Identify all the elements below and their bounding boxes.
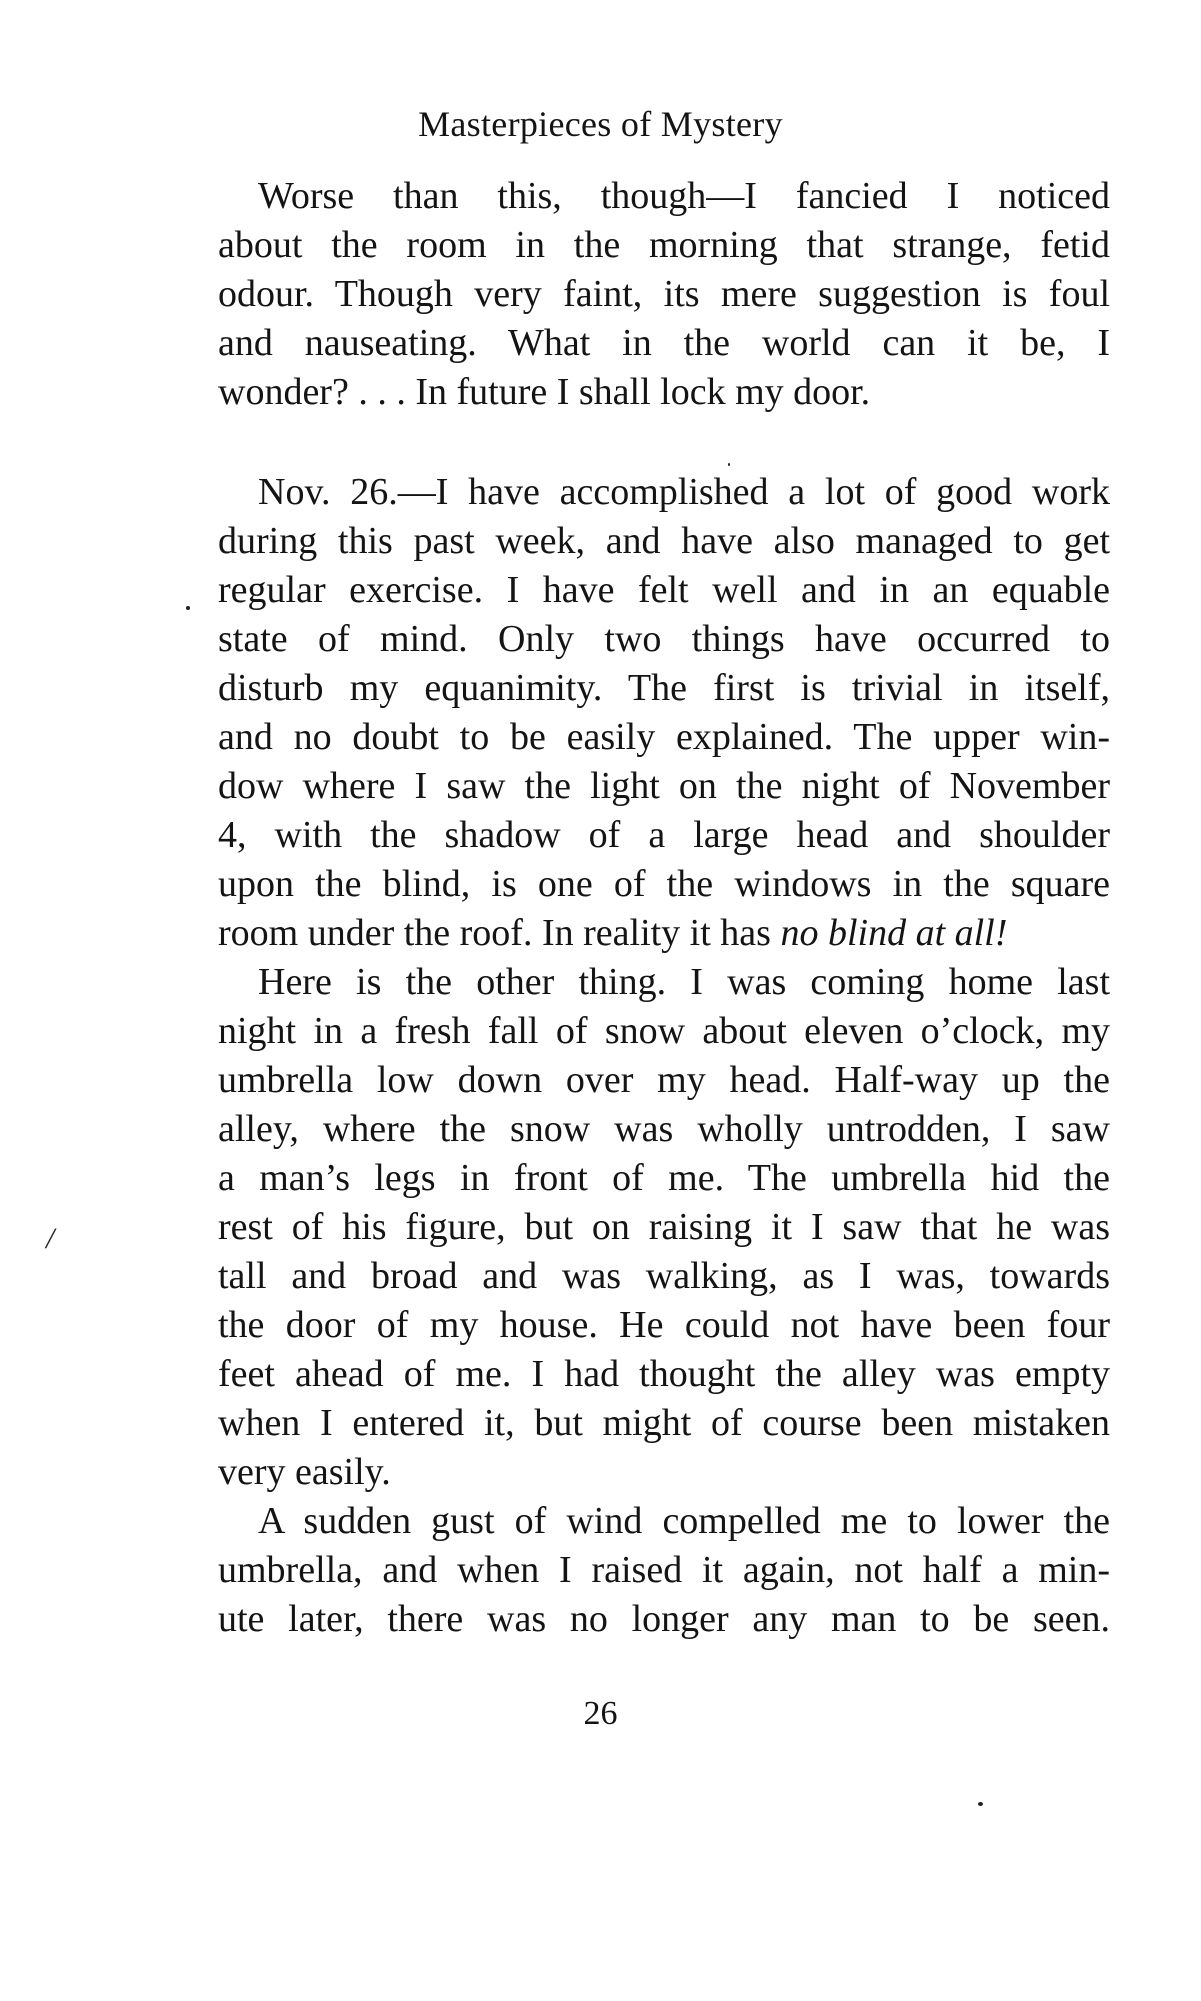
text-line: regular exercise. I have felt well and in an equable — [218, 569, 1110, 611]
text-line: disturb my equanimity. The first is trivial in itself, — [218, 667, 1110, 709]
text-line: dow where I saw the light on the night of November — [218, 765, 1110, 807]
text-line: about the room in the morning that strange, fetid — [218, 224, 1110, 266]
text-line: umbrella, and when I raised it again, not half a min- — [218, 1549, 1110, 1591]
text-line: alley, where the snow was wholly untrodden, I saw — [218, 1108, 1110, 1150]
running-head: Masterpieces of Mystery — [418, 104, 783, 144]
text-line: and nauseating. What in the world can it be, I — [218, 322, 1110, 364]
text-line: very easily. — [218, 1451, 391, 1493]
text-line: rest of his figure, but on raising it I saw that he was — [218, 1206, 1110, 1248]
text-line: upon the blind, is one of the windows in the square — [218, 863, 1110, 905]
page-number: 26 — [583, 1695, 618, 1732]
margin-mark: / — [46, 1222, 55, 1255]
journal-entry-nov-26 — [218, 468, 1110, 1644]
text-line: umbrella low down over my head. Half-way up the — [218, 1059, 1110, 1101]
text-line: Here is the other thing. I was coming home last — [258, 961, 1110, 1003]
text-line: odour. Though very faint, its mere suggestion is foul — [218, 273, 1110, 315]
text-line: state of mind. Only two things have occurred to — [218, 618, 1110, 660]
text-line: night in a fresh fall of snow about eleven o’clock, my — [218, 1010, 1110, 1052]
entry-date-line: Nov. 26.—I have accomplished a lot of good work — [258, 471, 1110, 513]
text-line: a man’s legs in front of me. The umbrella hid the — [218, 1157, 1110, 1199]
text-line: Worse than this, though—I fancied I noticed — [258, 175, 1110, 217]
journal-entry-1 — [218, 172, 1110, 417]
text-line: when I entered it, but might of course been mistaken — [218, 1402, 1110, 1444]
text-line: wonder? . . . In future I shall lock my door. — [218, 371, 871, 413]
text-line: ute later, there was no longer any man to be seen. — [218, 1598, 1110, 1640]
scan-speck — [978, 1802, 983, 1806]
text-line: 4, with the shadow of a large head and shoulder — [218, 814, 1110, 856]
text-line: during this past week, and have also managed to get — [218, 520, 1110, 562]
scan-speck — [186, 606, 190, 610]
text-line: A sudden gust of wind compelled me to lower the — [258, 1500, 1110, 1542]
emphasis-text: no blind at all! — [780, 912, 1008, 954]
text-line-prefix: room under the roof. In reality it has — [218, 912, 781, 954]
text-line: and no doubt to be easily explained. The upper win- — [218, 716, 1110, 758]
text-line: feet ahead of me. I had thought the alley was empty — [218, 1353, 1110, 1395]
text-line — [218, 909, 1110, 958]
text-line: the door of my house. He could not have been four — [218, 1304, 1110, 1346]
text-line: tall and broad and was walking, as I was, towards — [218, 1255, 1110, 1297]
scan-speck — [728, 463, 730, 466]
